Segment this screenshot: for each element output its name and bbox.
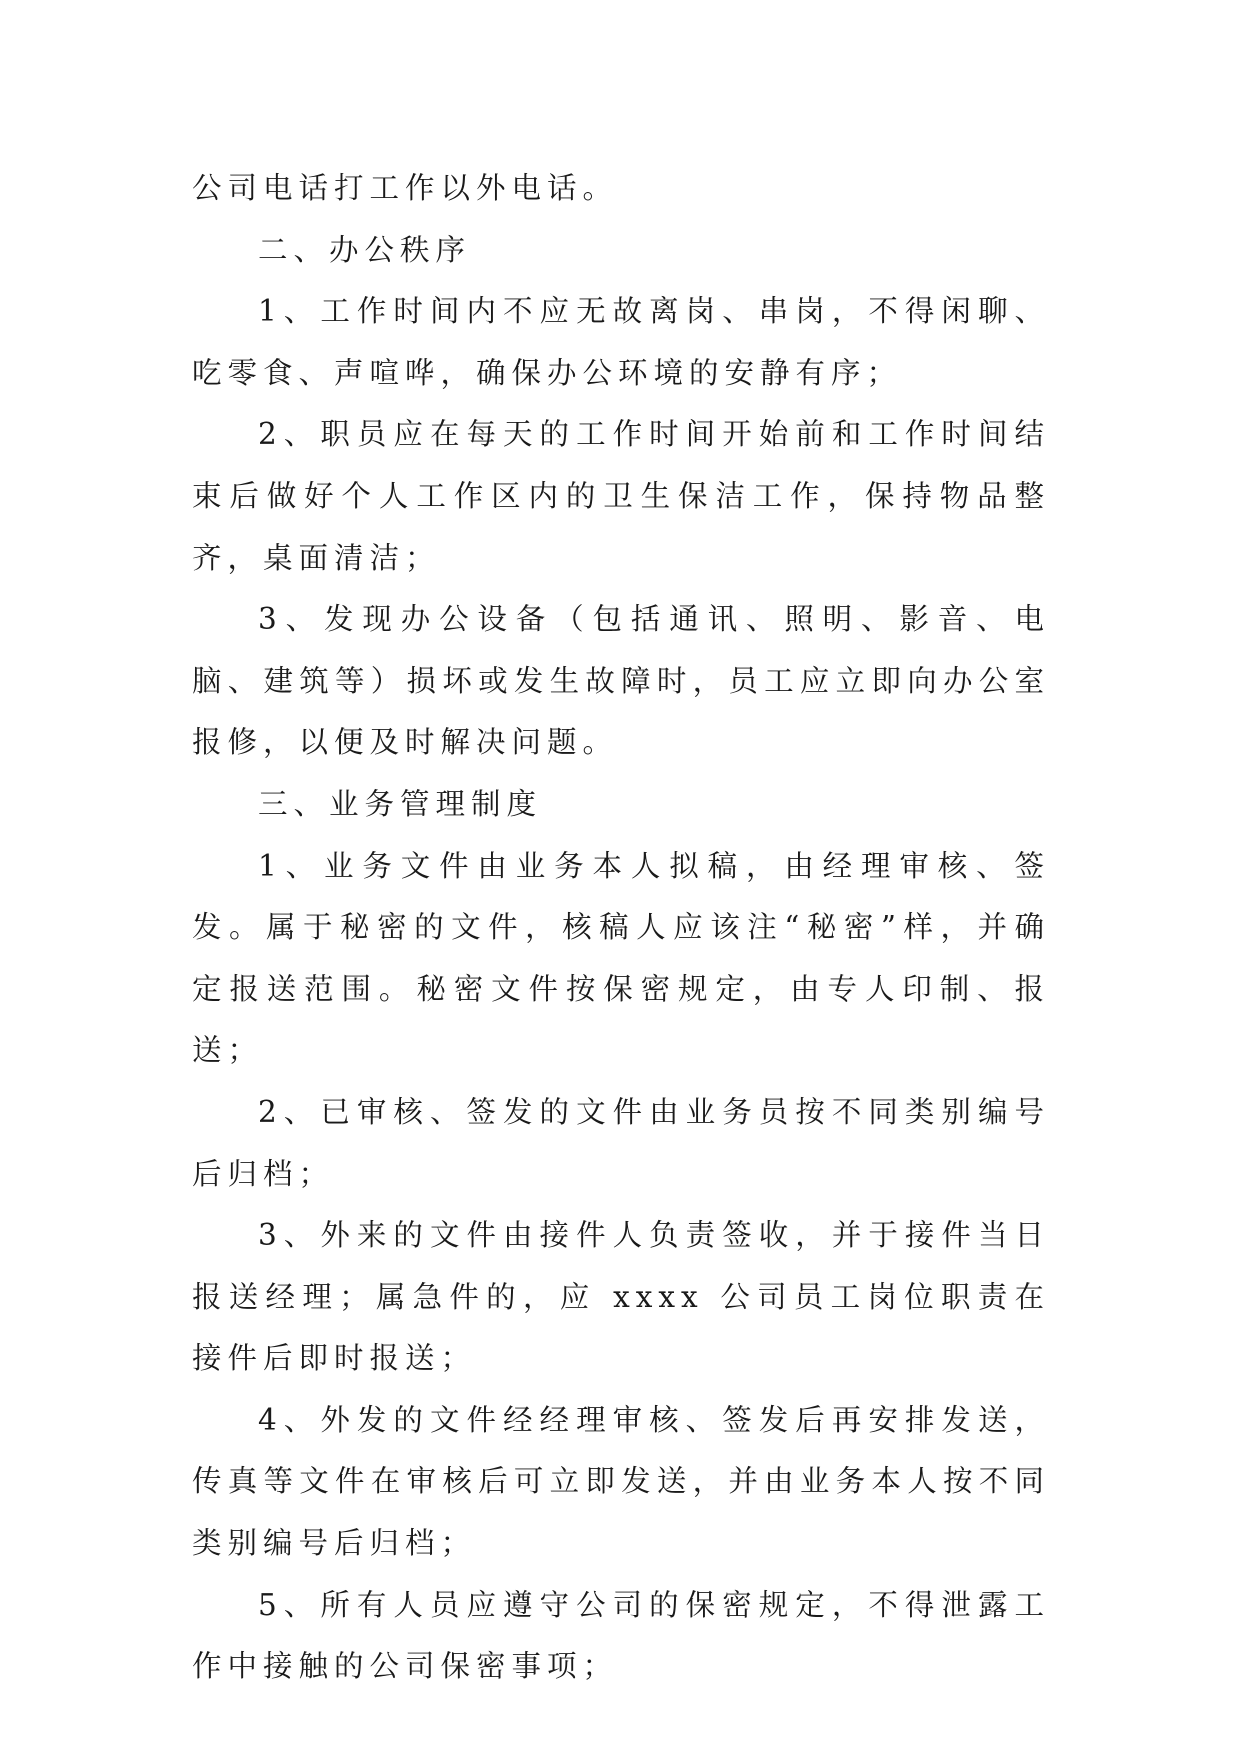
section-heading-office-order: 二、办公秩序 bbox=[258, 232, 472, 267]
paragraph-item: 2、职员应在每天的工作时间开始前和工作时间结束后做好个人工作区内的卫生保洁工作，保持物品整齐，桌面清洁； bbox=[192, 417, 1050, 575]
section-heading-business-management: 三、业务管理制度 bbox=[258, 786, 543, 821]
document-body bbox=[192, 158, 1050, 1698]
paragraph-continuation: 公司电话打工作以外电话。 bbox=[192, 171, 619, 205]
paragraph-item: 5、所有人员应遵守公司的保密规定，不得泄露工作中接触的公司保密事项； bbox=[192, 1587, 1050, 1684]
paragraph-item: 3、外来的文件由接件人负责签收，并于接件当日报送经理；属急件的，应 xxxx 公司员工岗位职责在接件后即时报送； bbox=[192, 1218, 1050, 1376]
paragraph-item: 1、工作时间内不应无故离岗、串岗，不得闲聊、吃零食、声喧哗，确保办公环境的安静有序； bbox=[192, 294, 1050, 390]
paragraph-item: 3、发现办公设备（包括通讯、照明、影音、电脑、建筑等）损坏或发生故障时，员工应立即向办公室报修，以便及时解决问题。 bbox=[192, 602, 1050, 760]
paragraph-item: 2、已审核、签发的文件由业务员按不同类别编号后归档； bbox=[192, 1094, 1050, 1191]
paragraph-item: 4、外发的文件经经理审核、签发后再安排发送，传真等文件在审核后可立即发送，并由业务本人按不同类别编号后归档； bbox=[192, 1402, 1050, 1561]
paragraph-item: 1、业务文件由业务本人拟稿，由经理审核、签发。属于秘密的文件，核稿人应该注“秘密”样，并确定报送范围。秘密文件按保密规定，由专人印制、报送； bbox=[192, 848, 1050, 1068]
